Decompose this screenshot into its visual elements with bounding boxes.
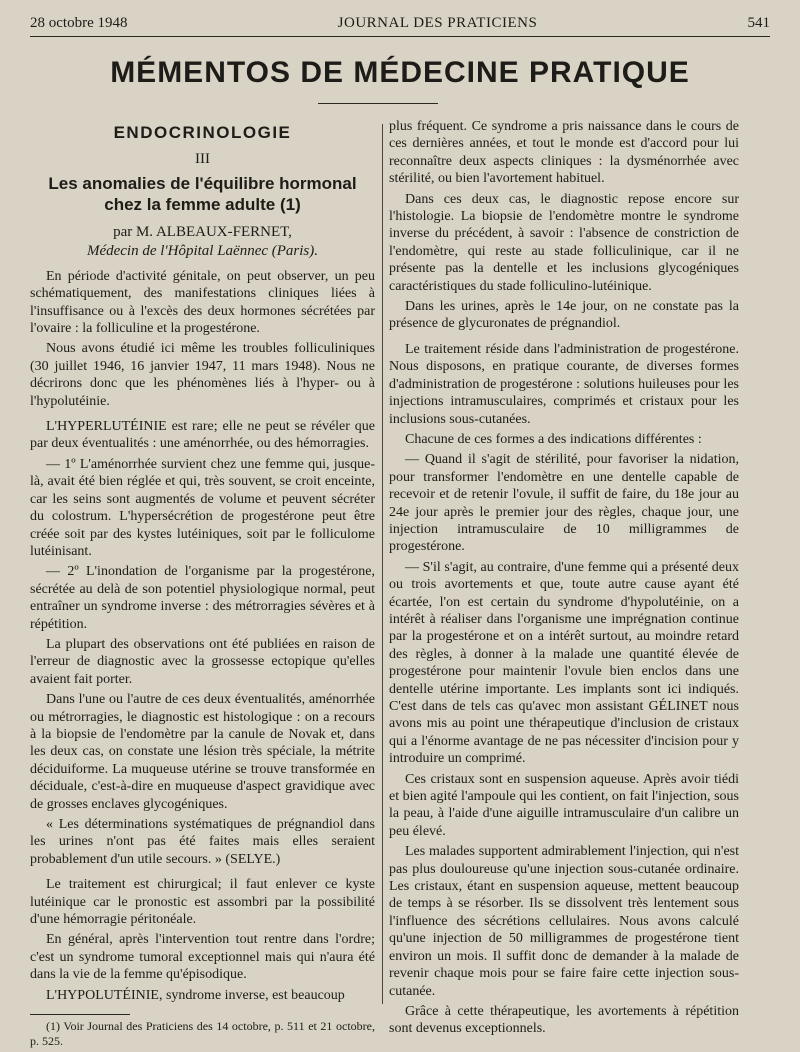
paragraph: Le traitement réside dans l'administration de progestérone. Nous disposons, en pratique courante, de diverses formes d'administration de progestérone : solutions huileuses pour les injections intramusculaires, comprimés et cristaux pour les inclusions sous-cutanées. bbox=[389, 341, 739, 427]
title-rule bbox=[318, 103, 438, 104]
paragraph: Chacune de ces formes a des indications différentes : bbox=[405, 431, 702, 447]
paragraph: La plupart des observations ont été publiées en raison de l'erreur de diagnostic avec la grossesse ectopique qu'elles avaient fait porter. bbox=[30, 636, 375, 687]
paragraph: Dans l'une ou l'autre de ces deux éventualités, aménorrhée ou métrorragies, le diagnostic est histologique : on a recours à la biopsie de l'endomètre par la canule de Novak et, dans les deux cas, on constate une lésion très spéciale, la métrite déciduiforme. La muqueuse utérine se trouve transformée en déciduale, c'est-à-dire en muqueuse d'aspect gravidique avec de grosses enclaves glycogéniques. bbox=[30, 692, 375, 812]
paragraph: — 2º L'inondation de l'organisme par la progestérone, sécrétée au delà de son potentiel physiologique normal, peut entraîner un syndrome inverse : des métrorragies sévères et à répétition. bbox=[30, 564, 375, 632]
column-divider bbox=[382, 124, 383, 1004]
paragraph: — 1º L'aménorrhée survient chez une femme qui, jusque-là, avait été bien réglée et qui, très souvent, se croit enceinte, car les seins sont augmentés de volume et peuvent sécréter du colostrum. L'hypersécrétion de progestérone peut être créée soit par des kystes lutéiniques, soit par le folliculome lutéinisant. bbox=[30, 456, 375, 559]
right-column bbox=[389, 118, 739, 1041]
paragraph: Grâce à cette thérapeutique, les avortements à répétition sont devenus exceptionnels. bbox=[389, 1003, 739, 1037]
article-title-line-2: chez la femme adulte (1) bbox=[104, 194, 301, 214]
paragraph: Ces cristaux sont en suspension aqueuse. Après avoir tiédi et bien agité l'ampoule qui les contient, on fait l'injection, sous la peau, à l'aide d'une aiguille intramusculaire d'un calibre un peu élevé. bbox=[389, 771, 739, 839]
paragraph: Dans ces deux cas, le diagnostic repose encore sur l'histologie. La biopsie de l'endomètre montre le syndrome inverse du précédent, à savoir : l'absence de constriction de l'endomètre, qui reste au stade folliculinique, car il ne présente pas la dentelle et les inclusions glycogéniques caractéristiques du stade folliculino-lutéinique. bbox=[389, 191, 739, 294]
running-header bbox=[30, 10, 770, 37]
paragraph: Nous avons étudié ici même les troubles folliculiniques (30 juillet 1946, 16 janvier 1947, 11 mars 1948). Nous ne décrirons donc que les phénomènes liés à l'hyper- ou à l'hypolutéinie. bbox=[30, 341, 375, 409]
journal-name: JOURNAL DES PRATICIENS bbox=[337, 14, 538, 31]
paragraph: Les malades supportent admirablement l'injection, qui n'est pas plus douloureuse qu'une injection sous-cutanée ordinaire. Les cristaux, étant en suspension aqueuse, mettent beaucoup de temps à se résorber. Ils se dissolvent très lentement sous l'influence des sécrétions cellulaires. Nous avons calculé qu'une injection de 50 milligrammes de progestérone tient environ un mois. Il suffit donc de demander à la malade de revenir chaque mois pour se faire faire cette injection sous-cutanée. bbox=[389, 844, 739, 999]
main-title: MÉMENTOS DE MÉDECINE PRATIQUE bbox=[110, 56, 690, 89]
article-title bbox=[30, 173, 375, 215]
author-name: par M. ALBEAUX-FERNET, bbox=[113, 223, 292, 240]
page-number: 541 bbox=[747, 14, 770, 31]
footnote: (1) Voir Journal des Praticiens des 14 octobre, p. 511 et 21 octobre, p. 525. bbox=[30, 1019, 375, 1049]
author-affiliation: Médecin de l'Hôpital Laënnec (Paris). bbox=[86, 242, 319, 259]
left-column bbox=[30, 118, 375, 1052]
section-heading: ENDOCRINOLOGIE bbox=[113, 123, 292, 142]
paragraph: « Les déterminations systématiques de prégnandiol dans les urines n'ont pas été faites mais elles seraient probablement d'un utile secours. » (SELYE.) bbox=[30, 817, 375, 867]
article-numeral: III bbox=[195, 151, 210, 168]
paragraph: — Quand il s'agit de stérilité, pour favoriser la nidation, pour transformer l'endomètre en une dentelle capable de recevoir et de retenir l'ovule, il suffit de faire, du 18e jour au 24e jour après le premier jour des règles, chaque jour, une injection intramusculaire de 10 milligrammes de progestérone. bbox=[389, 452, 739, 555]
footnote-rule bbox=[30, 1014, 130, 1015]
paragraph: Le traitement est chirurgical; il faut enlever ce kyste lutéinique car le pronostic est assombri par la possibilité d'une hémorragie péritonéale. bbox=[30, 877, 375, 928]
paragraph: L'HYPOLUTÉINIE, syndrome inverse, est beaucoup bbox=[46, 987, 345, 1003]
author-block bbox=[30, 223, 375, 261]
issue-date: 28 octobre 1948 bbox=[30, 14, 128, 31]
article-title-line-1: Les anomalies de l'équilibre hormonal bbox=[48, 173, 357, 193]
paragraph: — S'il s'agit, au contraire, d'une femme qui a présenté deux ou trois avortements et que, toute autre cause ayant été écartée, l'on est certain du syndrome d'hypolutéinie, on a intérêt à réaliser dans l'organisme une imprégnation continue par la progestérone et on a intérêt surtout, au moindre retard des règles, à donner à la malade une quantité élevée de progestérone pour maintenir l'ovule bien enclos dans une dentelle utérine importante. Les implants sont ici indiqués. C'est dans de tels cas qu'avec mon assistant GÉLINET nous avons mis au point une thérapeutique d'inclusion de cristaux qui a l'énorme avantage de ne pas nécessiter d'incision pour y introduire un comprimé. bbox=[389, 559, 739, 767]
paragraph: Dans les urines, après le 14e jour, on ne constate pas la présence de glycuronates de prégnandiol. bbox=[389, 299, 739, 332]
paragraph: En période d'activité génitale, on peut observer, un peu schématiquement, des manifestations cliniques liées à l'insuffisance ou à l'excès des deux hormones sécrétées par l'ovaire : la folliculine et la progestérone. bbox=[30, 268, 375, 337]
paragraph: plus fréquent. Ce syndrome a pris naissance dans le cours de ces dernières années, et tout le monde est d'accord pour lui reconnaître deux aspects cliniques : la dysménorrhée avec stérilité, ou bien l'avortement habituel. bbox=[389, 119, 739, 187]
paragraph: L'HYPERLUTÉINIE est rare; elle ne peut se révéler que par deux éventualités : une aménorrhée, ou des hémorragies. bbox=[30, 419, 375, 452]
paragraph: En général, après l'intervention tout rentre dans l'ordre; c'est un syndrome tumoral exceptionnel mais qui n'aura été dans la vie de la femme qu'épisodique. bbox=[30, 932, 375, 983]
